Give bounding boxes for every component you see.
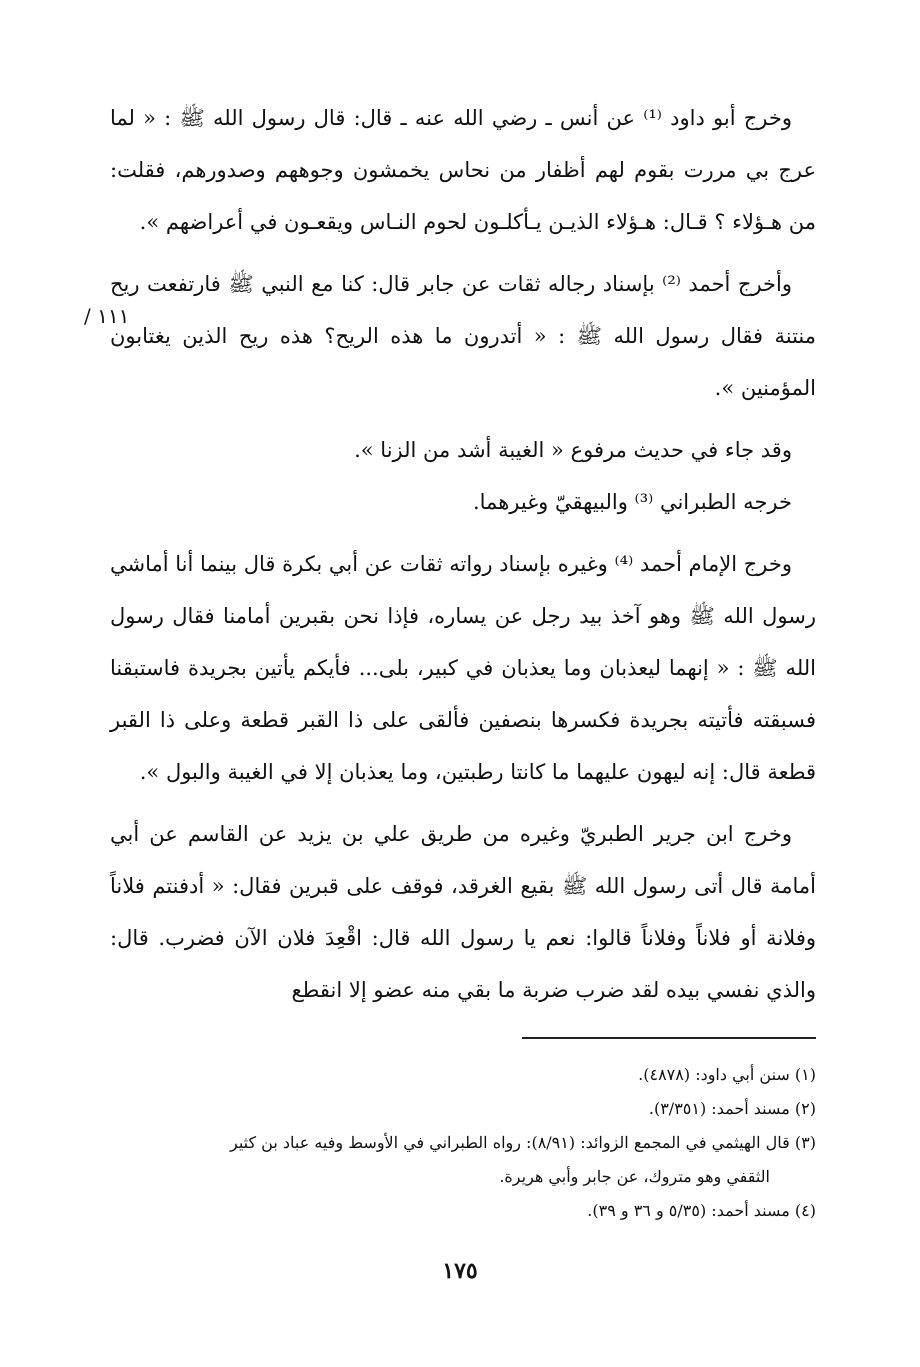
paragraph-tabarani-source: خرجه الطبراني ⁽³⁾ والبيهقيّ وغيرهما. — [472, 490, 792, 514]
footnote-3-continued: الثقفي وهو متروك، عن جابر وأبي هريرة. — [499, 1167, 770, 1186]
footnote-3: (٣) قال الهيثمي في المجمع الزوائد: (٨/٩١): رواه الطبراني في الأوسط وفيه عباد بن كثير — [229, 1133, 816, 1152]
paragraph-jabir-hadith: وأخرج أحمد ⁽²⁾ بإسناد رجاله ثقات عن جابر قال: كنا مع النبي ﷺ فارتفعت ريح منتنة فقال رسول الله ﷺ : « أتدرون ما هذه الريح؟ هذه ريح الذين يغتابون المؤمنين ». — [110, 272, 816, 400]
paragraph-abu-umama-hadith: وخرج ابن جرير الطبريّ وغيره من طريق علي بن يزيد عن القاسم عن أبي أمامة قال أتى رسول الله ﷺ بقيع الغرقد، فوقف على قبرين فقال: « أدفنتم فلاناً وفلانة أو فلاناً وفلاناً قالوا: نعم يا رسول الله قال: اقْعِدَ فلان الآن فضرب. قال: والذي نفسي بيده لقد ضرب ضربة ما بقي منه عضو إلا انقطع — [110, 822, 816, 1002]
footnote-4: (٤) مسند أحمد: (٥/٣٥ و ٣٦ و ٣٩). — [587, 1201, 816, 1220]
paragraph-anas-hadith: وخرج أبو داود ⁽¹⁾ عن أنس ـ رضي الله عنه ـ قال: قال رسول الله ﷺ : « لما عرج بي مررت بقوم لهم أظفار من نحاس يخمشون وجوههم وصدورهم، فقلت: من هـؤلاء ؟ قـال: هـؤلاء الذيـن يـأكلـون لحوم النـاس ويقعـون في أعراضهم ». — [110, 106, 816, 234]
footnote-1: (١) سنن أبي داود: (٤٨٧٨). — [638, 1065, 816, 1084]
footnote-2: (٢) مسند أحمد: (٣/٣٥١). — [648, 1099, 816, 1118]
main-text — [110, 92, 816, 1026]
paragraph-ghiba-zina: وقد جاء في حديث مرفوع « الغيبة أشد من الزنا ». — [354, 438, 792, 462]
page-number: ١٧٥ — [442, 1258, 478, 1284]
footnote-divider — [522, 1037, 816, 1039]
margin-page-reference: ١١١ / — [84, 304, 130, 328]
footnotes — [110, 1058, 816, 1228]
paragraph-abu-bakra-hadith: وخرج الإمام أحمد ⁽⁴⁾ وغيره بإسناد رواته ثقات عن أبي بكرة قال بينما أنا أماشي رسول الله ﷺ وهو آخذ بيد رجل عن يساره، فإذا نحن بقبرين أمامنا فقال رسول الله ﷺ : « إنهما ليعذبان وما يعذبان في كبير، بلى... فأيكم يأتين بجريدة فاستبقنا فسبقته فأتيته بجريدة فكسرها بنصفين فألقى على ذا القبر قطعة وعلى ذا القبر قطعة قال: إنه ليهون عليهما ما كانتا رطبتين، وما يعذبان إلا في الغيبة والبول ». — [110, 552, 816, 784]
